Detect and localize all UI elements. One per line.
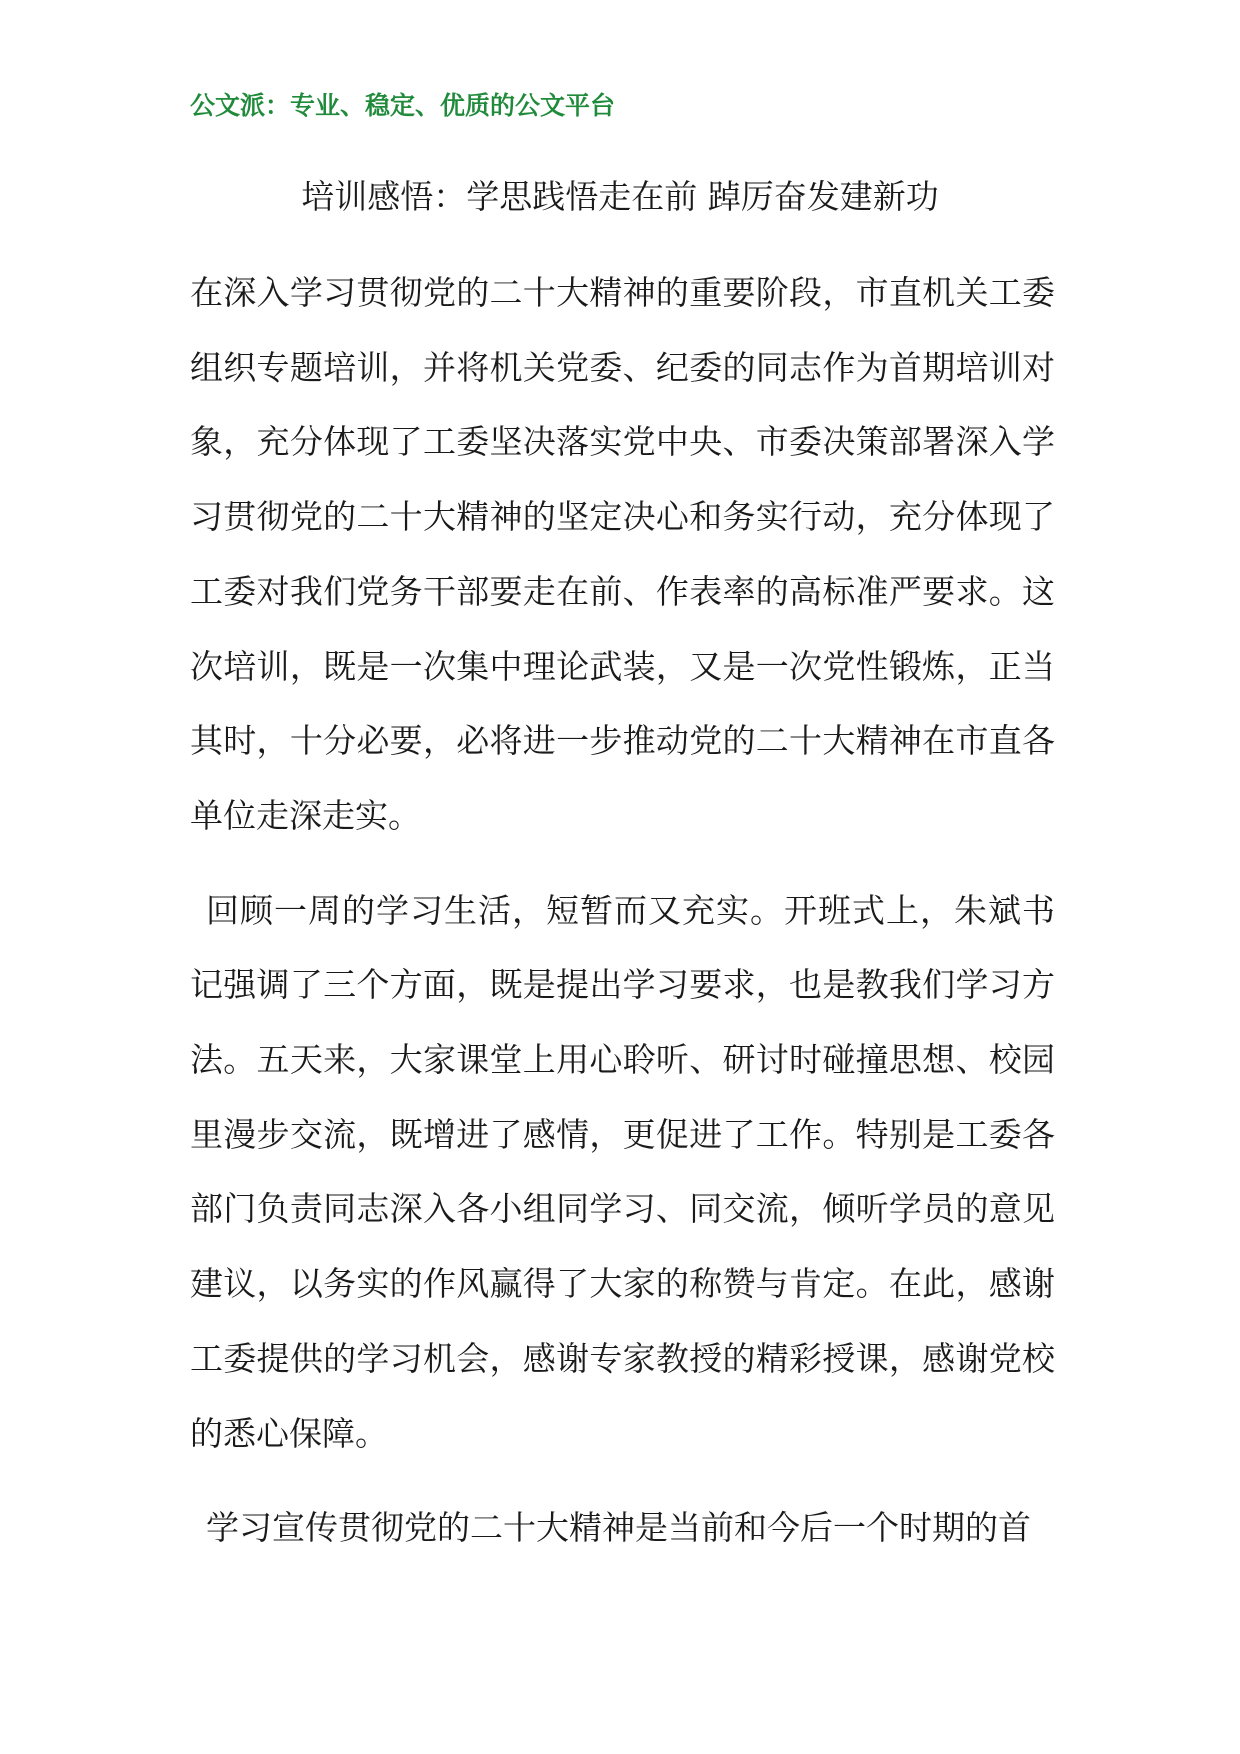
paragraph-1: 在深入学习贯彻党的二十大精神的重要阶段，市直机关工委组织专题培训，并将机关党委、纪委的同志作为首期培训对象，充分体现了工委坚决落实党中央、市委决策部署深入学习贯彻党的二十大精神的坚定决心和务实行动，充分体现了工委对我们党务干部要走在前、作表率的高标准严要求。这次培训，既是一次集中理论武装，又是一次党性锻炼，正当其时，十分必要，必将进一步推动党的二十大精神在市直各单位走深走实。 xyxy=(190,273,1055,835)
document-title: 培训感悟：学思践悟走在前 踔厉奋发建新功 xyxy=(301,177,939,216)
paragraph-3: 学习宣传贯彻党的二十大精神是当前和今后一个时期的首 xyxy=(206,1508,1031,1548)
header-brand: 公文派：专业、稳定、优质的公文平台 xyxy=(190,91,616,120)
paragraph-2: 回顾一周的学习生活，短暂而又充实。开班式上，朱斌书记强调了三个方面，既是提出学习要求，也是教我们学习方法。五天来，大家课堂上用心聆听、研讨时碰撞思想、校园里漫步交流，既增进了感情，更促进了工作。特别是工委各部门负责同志深入各小组同学习、同交流，倾听学员的意见建议，以务实的作风赢得了大家的称赞与肯定。在此，感谢工委提供的学习机会，感谢专家教授的精彩授课，感谢党校的悉心保障。 xyxy=(190,890,1055,1453)
document-body xyxy=(190,256,1055,1586)
